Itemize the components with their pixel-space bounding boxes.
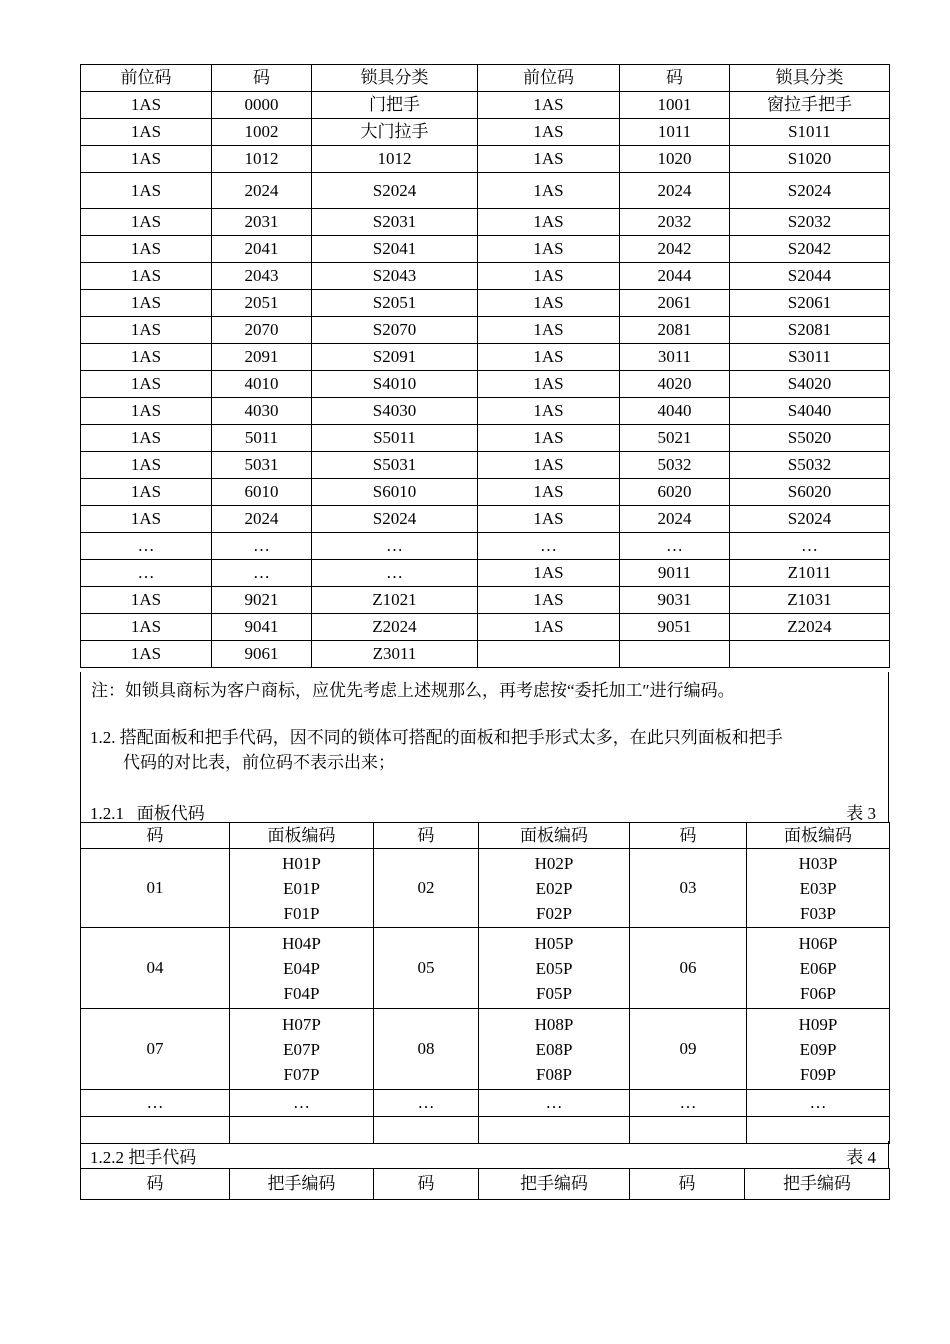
table-cell: S2070 (312, 317, 478, 344)
table-cell: 1AS (478, 371, 620, 398)
table-cell: 门把手 (312, 92, 478, 119)
table-cell: 4020 (620, 371, 730, 398)
panel-code: F08P (536, 1064, 572, 1084)
table-header-row (81, 1169, 890, 1200)
panel-code: E06P (799, 958, 837, 978)
table-cell: S6020 (730, 479, 890, 506)
table-cell: 1AS (81, 119, 212, 146)
table-cell: S2031 (312, 209, 478, 236)
table-cell: … (620, 533, 730, 560)
panel-code: H08P (534, 1014, 574, 1034)
table-cell (478, 641, 620, 668)
section-title: 1.2.2 把手代码 (90, 1148, 197, 1167)
table-cell: S2061 (730, 290, 890, 317)
table-cell: … (81, 533, 212, 560)
header-cell: 面板编码 (479, 823, 630, 849)
header-cell: 码 (212, 65, 312, 92)
table-cell: 1AS (478, 173, 620, 209)
table-row (81, 290, 890, 317)
panel-code: F01P (283, 903, 320, 923)
header-cell: 把手编码 (745, 1169, 890, 1200)
panel-code: H05P (534, 933, 574, 953)
table-cell: 1AS (478, 479, 620, 506)
table-cell: … (374, 1090, 479, 1117)
table-cell: S3011 (730, 344, 890, 371)
header-cell: 码 (374, 823, 479, 849)
table-cell: Z2024 (730, 614, 890, 641)
table-cell: … (312, 533, 478, 560)
table-cell: 2043 (212, 263, 312, 290)
table-cell: 5032 (620, 452, 730, 479)
code-cell: 04 (81, 928, 230, 1009)
table-cell: 9051 (620, 614, 730, 641)
table-cell: 1AS (478, 344, 620, 371)
header-cell: 锁具分类 (730, 65, 890, 92)
table-row (81, 560, 890, 587)
table-cell: 1020 (620, 146, 730, 173)
panel-code-cell (479, 849, 630, 928)
table-cell: 5021 (620, 425, 730, 452)
panel-code: H03P (798, 853, 838, 873)
table-cell: 1AS (81, 344, 212, 371)
header-cell: 码 (630, 823, 747, 849)
table-cell: 1001 (620, 92, 730, 119)
handle-code-caption (90, 1143, 876, 1168)
table-cell: 9041 (212, 614, 312, 641)
table-row (81, 452, 890, 479)
table-cell: … (81, 1090, 230, 1117)
table-cell: S2051 (312, 290, 478, 317)
code-cell: 02 (374, 849, 479, 928)
table-cell: 1AS (81, 614, 212, 641)
table-cell: 1012 (312, 146, 478, 173)
table-cell: 1AS (81, 587, 212, 614)
table-cell: S4040 (730, 398, 890, 425)
table-cell: … (479, 1090, 630, 1117)
panel-code: E01P (283, 878, 320, 898)
table-cell: 2024 (620, 506, 730, 533)
header-cell: 面板编码 (230, 823, 374, 849)
panel-code: H02P (534, 853, 574, 873)
panel-code: E08P (535, 1039, 573, 1059)
table-cell: S2032 (730, 209, 890, 236)
header-cell: 前位码 (478, 65, 620, 92)
table-cell: S2024 (312, 506, 478, 533)
table-cell: … (747, 1090, 890, 1117)
table-cell: … (312, 560, 478, 587)
panel-code: F07P (283, 1064, 320, 1084)
code-cell: 06 (630, 928, 747, 1009)
table-cell: 2044 (620, 263, 730, 290)
code-cell: 05 (374, 928, 479, 1009)
panel-code-caption (90, 799, 876, 824)
panel-code-cell (230, 928, 374, 1009)
panel-code: E02P (535, 878, 573, 898)
table-cell: 1AS (478, 263, 620, 290)
table-row (81, 533, 890, 560)
table-cell: 1AS (81, 398, 212, 425)
panel-code: E07P (283, 1039, 320, 1059)
table-cell: 1AS (81, 425, 212, 452)
table-row (81, 173, 890, 209)
table-row (81, 371, 890, 398)
table-cell: Z3011 (312, 641, 478, 668)
panel-code: H07P (282, 1014, 321, 1034)
table-row (81, 92, 890, 119)
empty-cell (81, 1117, 230, 1144)
table-row (81, 398, 890, 425)
table-row (81, 263, 890, 290)
table-cell: … (630, 1090, 747, 1117)
section-1-2-paragraph (90, 725, 880, 775)
table-cell: … (212, 533, 312, 560)
panel-code-table (80, 822, 890, 1144)
table-cell: 2061 (620, 290, 730, 317)
table-cell: 2081 (620, 317, 730, 344)
table-cell: 1AS (478, 236, 620, 263)
table-cell: 1AS (81, 146, 212, 173)
lock-code-table (80, 64, 890, 668)
panel-code-cell (479, 928, 630, 1009)
table-cell: 1AS (478, 425, 620, 452)
table-cell: 1AS (478, 146, 620, 173)
table-cell: S2024 (312, 173, 478, 209)
table-cell: 1AS (81, 236, 212, 263)
table-cell: 1AS (478, 119, 620, 146)
table-cell: 9011 (620, 560, 730, 587)
table-cell: 6010 (212, 479, 312, 506)
table-row (81, 146, 890, 173)
panel-code-cell (230, 849, 374, 928)
table-cell: … (212, 560, 312, 587)
table-cell: 2091 (212, 344, 312, 371)
panel-code: E09P (799, 1039, 837, 1059)
empty-cell (479, 1117, 630, 1144)
table-cell: S1011 (730, 119, 890, 146)
code-cell: 01 (81, 849, 230, 928)
panel-code: F09P (800, 1064, 836, 1084)
empty-cell (630, 1117, 747, 1144)
table-row (81, 317, 890, 344)
table-cell: S5011 (312, 425, 478, 452)
section-1-2-line1: 1.2. 搭配面板和把手代码，因不同的锁体可搭配的面板和把手形式太多，在此只列面板和把手 (90, 728, 783, 747)
table-row (81, 641, 890, 668)
table-row (81, 1009, 890, 1090)
table-cell: S2044 (730, 263, 890, 290)
table-cell: 4040 (620, 398, 730, 425)
table-cell: 1AS (478, 209, 620, 236)
panel-code-cell (479, 1009, 630, 1090)
table-label: 表 4 (846, 1148, 876, 1167)
panel-code-cell (747, 928, 890, 1009)
panel-code: E03P (799, 878, 837, 898)
table-cell: S6010 (312, 479, 478, 506)
table-cell: 1AS (81, 173, 212, 209)
empty-cell (747, 1117, 890, 1144)
table-row (81, 344, 890, 371)
table-cell: 5031 (212, 452, 312, 479)
table-cell: 窗拉手把手 (730, 92, 890, 119)
table-row (81, 236, 890, 263)
table-cell: 1AS (81, 317, 212, 344)
table-cell: Z1031 (730, 587, 890, 614)
table-cell: 9031 (620, 587, 730, 614)
table-cell: 1AS (81, 92, 212, 119)
empty-row (81, 1117, 890, 1144)
header-cell: 码 (81, 823, 230, 849)
table-cell: 1AS (478, 317, 620, 344)
panel-code-cell (230, 1009, 374, 1090)
notes-block (80, 672, 889, 822)
table-row (81, 506, 890, 533)
table-row (81, 119, 890, 146)
table-cell: 1AS (81, 209, 212, 236)
table-cell: 2024 (212, 506, 312, 533)
table-cell: 1AS (478, 290, 620, 317)
table-cell: 2070 (212, 317, 312, 344)
table-cell: Z2024 (312, 614, 478, 641)
header-cell: 码 (374, 1169, 479, 1200)
table-label: 表 3 (846, 804, 876, 823)
table-cell: S4020 (730, 371, 890, 398)
table-cell: 2032 (620, 209, 730, 236)
empty-cell (374, 1117, 479, 1144)
table-cell: 6020 (620, 479, 730, 506)
table-cell: … (730, 533, 890, 560)
table-cell: 2042 (620, 236, 730, 263)
table-cell: 大门拉手 (312, 119, 478, 146)
table-cell: 1AS (478, 398, 620, 425)
table-row (81, 614, 890, 641)
table-cell: Z1011 (730, 560, 890, 587)
table-row (81, 1090, 890, 1117)
table-cell: 1AS (478, 92, 620, 119)
table-row (81, 928, 890, 1009)
header-cell: 把手编码 (230, 1169, 374, 1200)
panel-code-cell (747, 849, 890, 928)
table-cell: S2041 (312, 236, 478, 263)
table-cell: 4010 (212, 371, 312, 398)
table-header-row (81, 65, 890, 92)
table-cell: Z1021 (312, 587, 478, 614)
table-cell: 9021 (212, 587, 312, 614)
table-cell: … (81, 560, 212, 587)
header-cell: 前位码 (81, 65, 212, 92)
panel-code: F03P (800, 903, 836, 923)
note-text: 注：如锁具商标为客户商标，应优先考虑上述规那么，再考虑按“委托加工″进行编码。 (91, 681, 735, 700)
code-cell: 09 (630, 1009, 747, 1090)
handle-code-caption-block (80, 1141, 889, 1168)
table-cell: S2081 (730, 317, 890, 344)
table-cell: S4030 (312, 398, 478, 425)
table-cell: 2031 (212, 209, 312, 236)
table-cell (620, 641, 730, 668)
code-cell: 03 (630, 849, 747, 928)
table-cell: 2024 (212, 173, 312, 209)
table-cell: S2042 (730, 236, 890, 263)
table-cell: 1AS (81, 452, 212, 479)
table-cell: 1012 (212, 146, 312, 173)
table-cell: 3011 (620, 344, 730, 371)
code-cell: 07 (81, 1009, 230, 1090)
panel-code-cell (747, 1009, 890, 1090)
panel-code: F06P (800, 983, 836, 1003)
table-cell: … (478, 533, 620, 560)
panel-code: F02P (536, 903, 572, 923)
header-cell: 锁具分类 (312, 65, 478, 92)
table-row (81, 479, 890, 506)
header-cell: 把手编码 (479, 1169, 630, 1200)
empty-cell (230, 1117, 374, 1144)
table-cell: 1AS (478, 560, 620, 587)
table-row (81, 425, 890, 452)
table-cell: 1002 (212, 119, 312, 146)
table-cell: 1AS (81, 641, 212, 668)
table-cell: S5031 (312, 452, 478, 479)
panel-code: F05P (536, 983, 572, 1003)
table-cell: … (230, 1090, 374, 1117)
table-cell (730, 641, 890, 668)
panel-code: E04P (283, 958, 320, 978)
handle-code-table (80, 1168, 890, 1200)
panel-code: E05P (535, 958, 573, 978)
table-cell: S2091 (312, 344, 478, 371)
table-cell: 1AS (81, 479, 212, 506)
table-cell: 2041 (212, 236, 312, 263)
table-cell: 4030 (212, 398, 312, 425)
table-cell: 1AS (478, 614, 620, 641)
table-cell: 2024 (620, 173, 730, 209)
table-cell: 1AS (81, 371, 212, 398)
table-row (81, 209, 890, 236)
table-cell: 0000 (212, 92, 312, 119)
table-cell: 1AS (478, 452, 620, 479)
table-cell: S5032 (730, 452, 890, 479)
table-cell: S2024 (730, 506, 890, 533)
code-cell: 08 (374, 1009, 479, 1090)
table-cell: 2051 (212, 290, 312, 317)
panel-code: H04P (282, 933, 321, 953)
section-title: 1.2.1 面板代码 (90, 804, 205, 823)
header-cell: 码 (620, 65, 730, 92)
header-cell: 面板编码 (747, 823, 890, 849)
table-cell: S1020 (730, 146, 890, 173)
header-cell: 码 (630, 1169, 745, 1200)
table-row (81, 587, 890, 614)
header-cell: 码 (81, 1169, 230, 1200)
table-cell: 1AS (81, 263, 212, 290)
table-cell: 5011 (212, 425, 312, 452)
table-cell: 1AS (478, 587, 620, 614)
table-cell: 9061 (212, 641, 312, 668)
table-cell: S2024 (730, 173, 890, 209)
panel-code: H06P (798, 933, 838, 953)
table-cell: S5020 (730, 425, 890, 452)
panel-code: H01P (282, 853, 321, 873)
table-row (81, 849, 890, 928)
table-cell: 1AS (478, 506, 620, 533)
table-cell: 1AS (81, 290, 212, 317)
panel-code: H09P (798, 1014, 838, 1034)
section-1-2-line2: 代码的对比表，前位码不表示出来； (123, 753, 395, 772)
table-cell: 1AS (81, 506, 212, 533)
table-cell: S2043 (312, 263, 478, 290)
table-header-row (81, 823, 890, 849)
table-cell: 1011 (620, 119, 730, 146)
table-cell: S4010 (312, 371, 478, 398)
panel-code: F04P (283, 983, 320, 1003)
